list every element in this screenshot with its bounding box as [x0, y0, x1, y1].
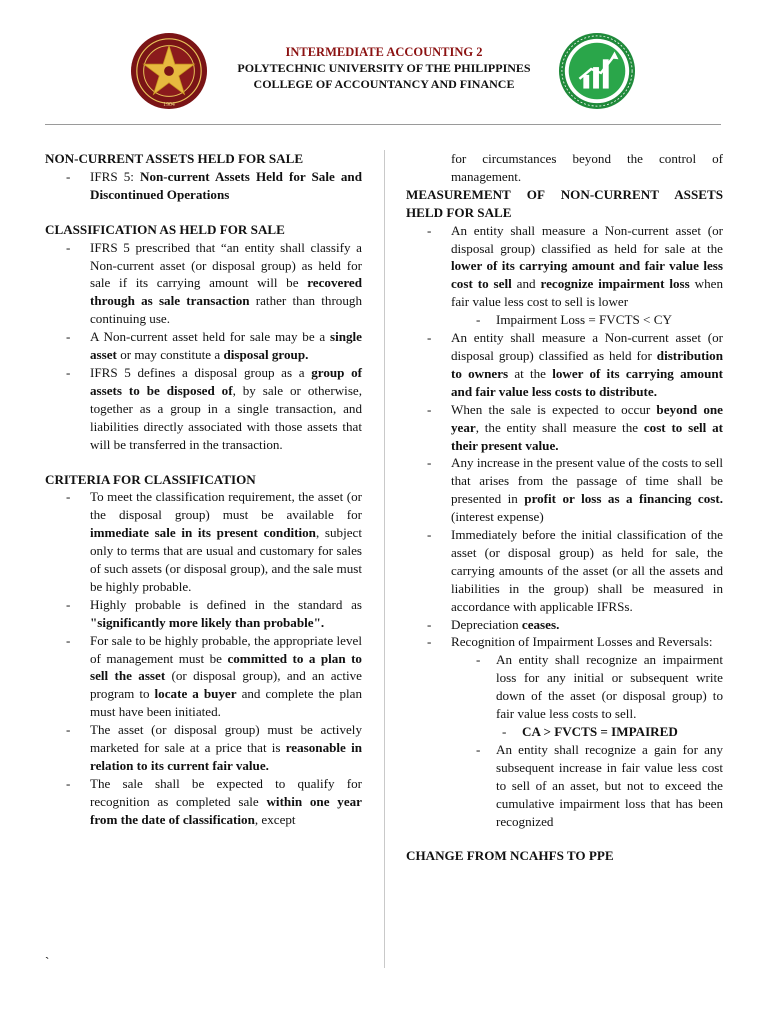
- section-heading: CRITERIA FOR CLASSIFICATION: [45, 471, 256, 487]
- document-header: [0, 0, 768, 126]
- section-heading: NON-CURRENT ASSETS HELD FOR SALE: [45, 151, 304, 166]
- list-item: - IFRS 5 defines a disposal group as a group of assets to be disposed of, by sale or otherwise, together as a group in a single transaction, and liabilities directly associated with those assets that will be transferred in the transaction.: [66, 364, 363, 452]
- sub-sub-list-item: - CA > FVCTS = IMPAIRED: [502, 724, 678, 739]
- sub-list-item: - Impairment Loss = FVCTS < CY: [476, 312, 672, 328]
- list-item: - The sale shall be expected to qualify for recognition as completed sale within one year from the date of classification, except: [66, 775, 362, 827]
- list-item: - Recognition of Impairment Losses and Reversals:: [427, 634, 713, 650]
- header-titles: [215, 45, 553, 92]
- section-heading: MEASUREMENT OF NON-CURRENT ASSETS HELD FOR SALE: [406, 186, 723, 220]
- list-item: - To meet the classification requirement, the asset (or the disposal group) must be available for immediate sale in its present condition, subject only to terms that are usual and customary for sales of such assets (or disposal group), and the sale must be highly probable.: [66, 489, 363, 594]
- list-item: - Depreciation ceases.: [427, 616, 560, 632]
- list-item: - IFRS 5 prescribed that “an entity shall classify a Non-current asset (or disposal group) as held for sale if its carrying amount will be recovered through as sale transaction rather than through continuing use.: [66, 239, 362, 327]
- right-column: [406, 150, 723, 865]
- list-item: - When the sale is expected to occur beyond one year, the entity shall measure the cost to sell at their present value.: [427, 401, 723, 453]
- column-divider: [384, 150, 385, 968]
- list-item: - A Non-current asset held for sale may be a single asset or may constitute a disposal group.: [66, 329, 362, 363]
- list-item: - Immediately before the initial classification of the asset (or disposal group) as held for sale, the carrying amounts of the asset (or all the assets and liabilities in the group) shall be measured in accordance with applicable IFRSs.: [427, 527, 723, 614]
- sub-list-item: - An entity shall recognize an impairment loss for any initial or subsequent write down of the asset (or disposal group) to fair value less costs to sell.: [476, 652, 723, 722]
- list-item: - Any increase in the present value of the costs to sell that arises from the passage of time shall be presented in profit or loss as a financing cost. (interest expense): [427, 455, 723, 525]
- list-item: - For sale to be highly probable, the appropriate level of management must be committed to a plan to sell the asset (or disposal group), and an active program to locate a buyer and complete the plan must have been initiated.: [66, 632, 363, 720]
- section-heading: CHANGE FROM NCAHFS TO PPE: [406, 848, 614, 864]
- caf-seal-logo: [558, 32, 636, 110]
- stray-mark: `: [45, 954, 50, 969]
- university-name: POLYTECHNIC UNIVERSITY OF THE PHILIPPINES: [237, 61, 531, 75]
- left-column: [45, 150, 362, 829]
- header-divider: [45, 124, 721, 125]
- svg-text:1904: 1904: [163, 102, 175, 109]
- list-item: - The asset (or disposal group) must be actively marketed for sale at a price that is reasonable in relation to its current fair value.: [66, 722, 362, 773]
- list-item: - An entity shall measure a Non-current asset (or disposal group) classified as held for sale at the lower of its carrying amount and fair value less cost to sell and recognize impairment loss when fair value less cost to sell is lower: [427, 222, 724, 310]
- continued-text: for circumstances beyond the control of management.: [451, 151, 723, 184]
- pup-seal-logo: [130, 32, 208, 110]
- course-title: INTERMEDIATE ACCOUNTING 2: [285, 45, 483, 59]
- list-item: - Highly probable is defined in the standard as "significantly more likely than probable".: [66, 596, 362, 630]
- list-item: - An entity shall measure a Non-current asset (or disposal group) classified as held for distribution to owners at the lower of its carrying amount and fair value less costs to distribute.: [427, 330, 723, 399]
- college-name: COLLEGE OF ACCOUNTANCY AND FINANCE: [253, 77, 515, 91]
- sub-list-item: - An entity shall recognize a gain for any subsequent increase in fair value less cost to sell of an asset, but not to exceed the cumulative impairment loss that has been recognized: [476, 741, 723, 829]
- list-item: - IFRS 5: Non-current Assets Held for Sale and Discontinued Operations: [66, 168, 362, 202]
- section-heading: CLASSIFICATION AS HELD FOR SALE: [45, 221, 285, 237]
